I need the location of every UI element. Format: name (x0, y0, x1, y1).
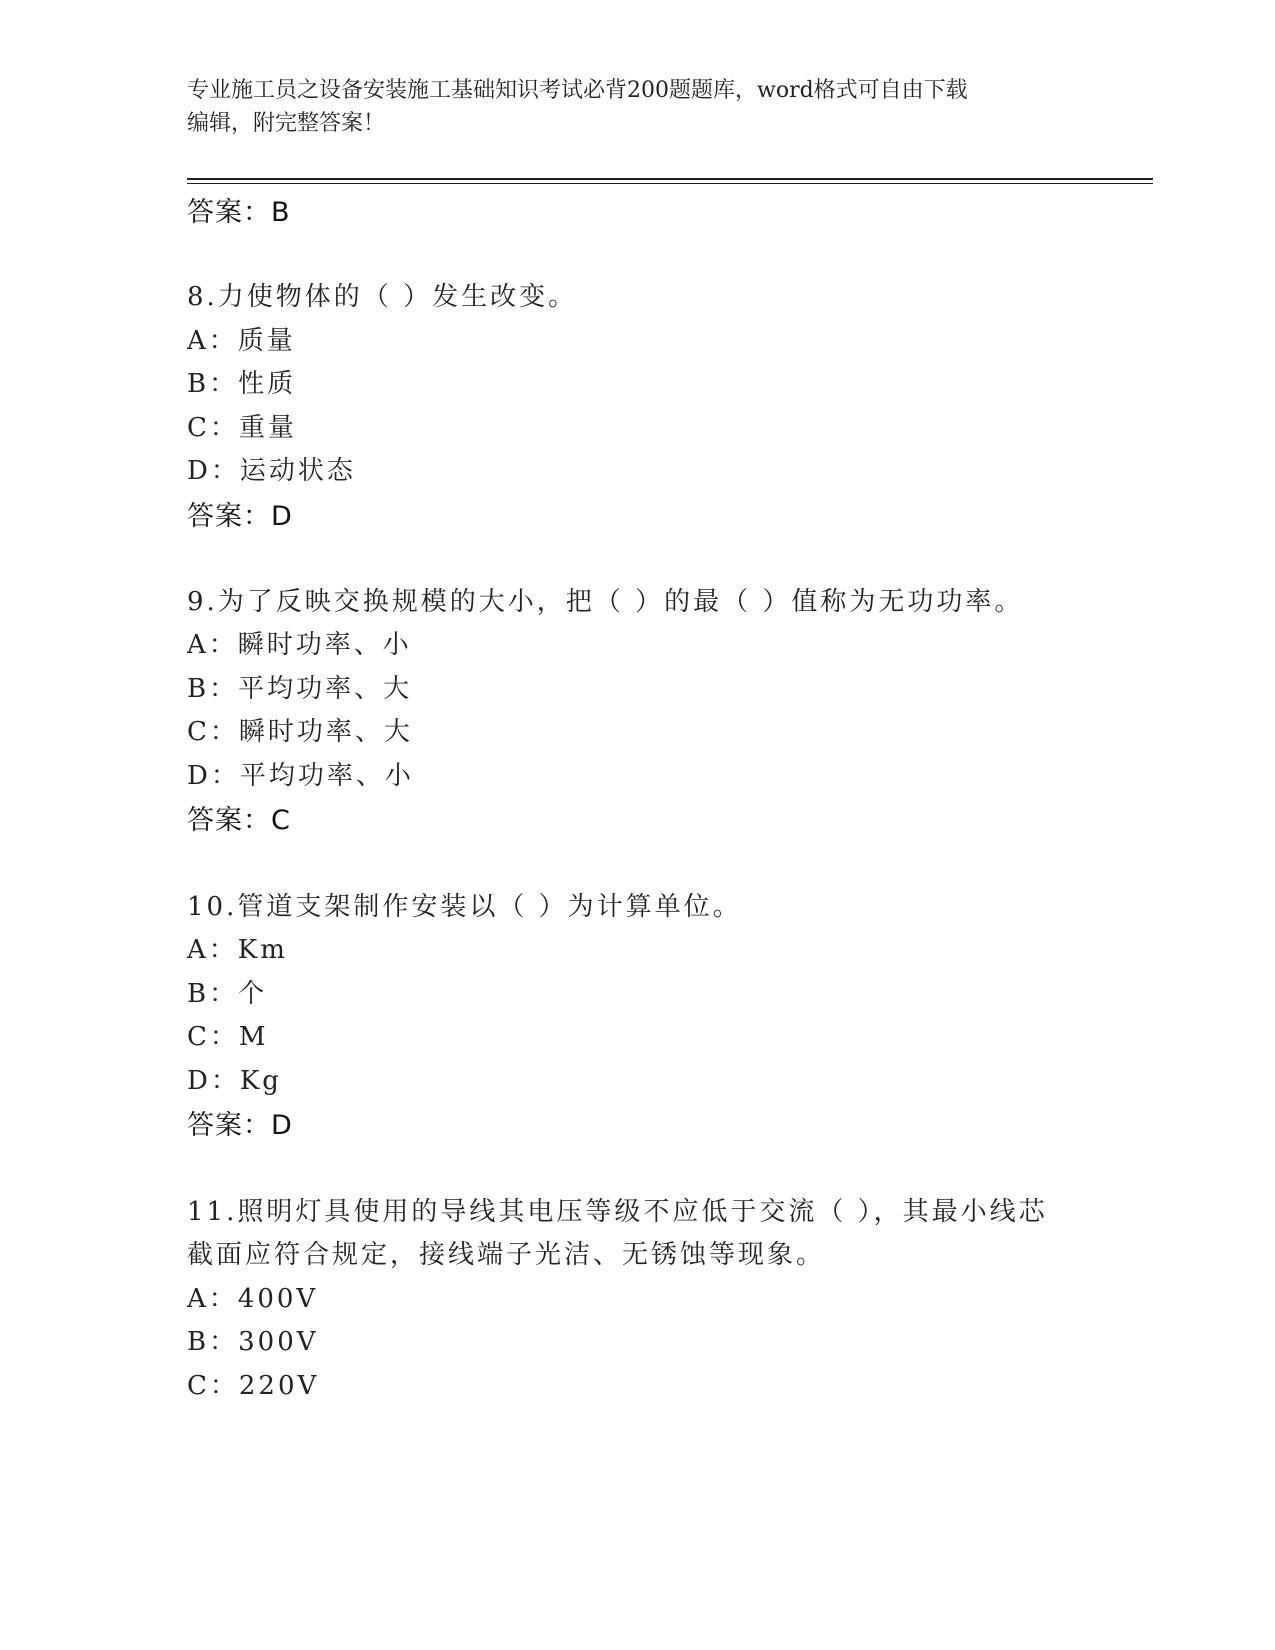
question-11-option-c: C：220V (187, 1371, 320, 1401)
question-9-option-a: A：瞬时功率、小 (187, 630, 412, 660)
question-8-option-d: D：运动状态 (187, 456, 356, 486)
question-9-option-d: D：平均功率、小 (187, 761, 414, 791)
header-title-line-2: 编辑，附完整答案！ (187, 111, 386, 136)
question-8-option-c: C：重量 (187, 413, 297, 443)
question-11-option-a: A：400V (187, 1284, 319, 1314)
question-8-option-a: A：质量 (187, 326, 296, 356)
question-10-answer: 答案：D (187, 1110, 293, 1141)
header-title-line-1: 专业施工员之设备安装施工基础知识考试必背200题题库，word格式可自由下载 (187, 78, 968, 103)
question-10-option-b: B：个 (187, 979, 268, 1009)
question-11-option-b: B：300V (187, 1327, 319, 1357)
question-10-option-a: A：Km (187, 935, 288, 965)
question-11-stem-line-1: 11.照明灯具使用的导线其电压等级不应低于交流（ ），其最小线芯 (187, 1197, 1048, 1227)
question-10-stem: 10.管道支架制作安装以（ ）为计算单位。 (187, 892, 742, 922)
question-9-answer: 答案：C (187, 805, 291, 836)
question-8-option-b: B：性质 (187, 369, 297, 399)
question-8-answer: 答案：D (187, 501, 293, 532)
question-11-stem-line-2: 截面应符合规定，接线端子光洁、无锈蚀等现象。 (187, 1240, 826, 1270)
question-9-option-b: B：平均功率、大 (187, 674, 413, 704)
question-9-stem: 9.为了反映交换规模的大小，把（ ）的最（ ）值称为无功功率。 (187, 587, 1024, 617)
previous-answer: 答案：B (187, 197, 291, 228)
question-9-option-c: C：瞬时功率、大 (187, 717, 413, 747)
document-header (187, 74, 1067, 140)
header-divider-thick (187, 178, 1153, 180)
question-10-option-d: D：Kg (187, 1066, 282, 1096)
question-10-option-c: C：M (187, 1022, 269, 1052)
question-8-stem: 8.力使物体的（ ）发生改变。 (187, 282, 578, 312)
header-divider-thin (187, 183, 1153, 184)
